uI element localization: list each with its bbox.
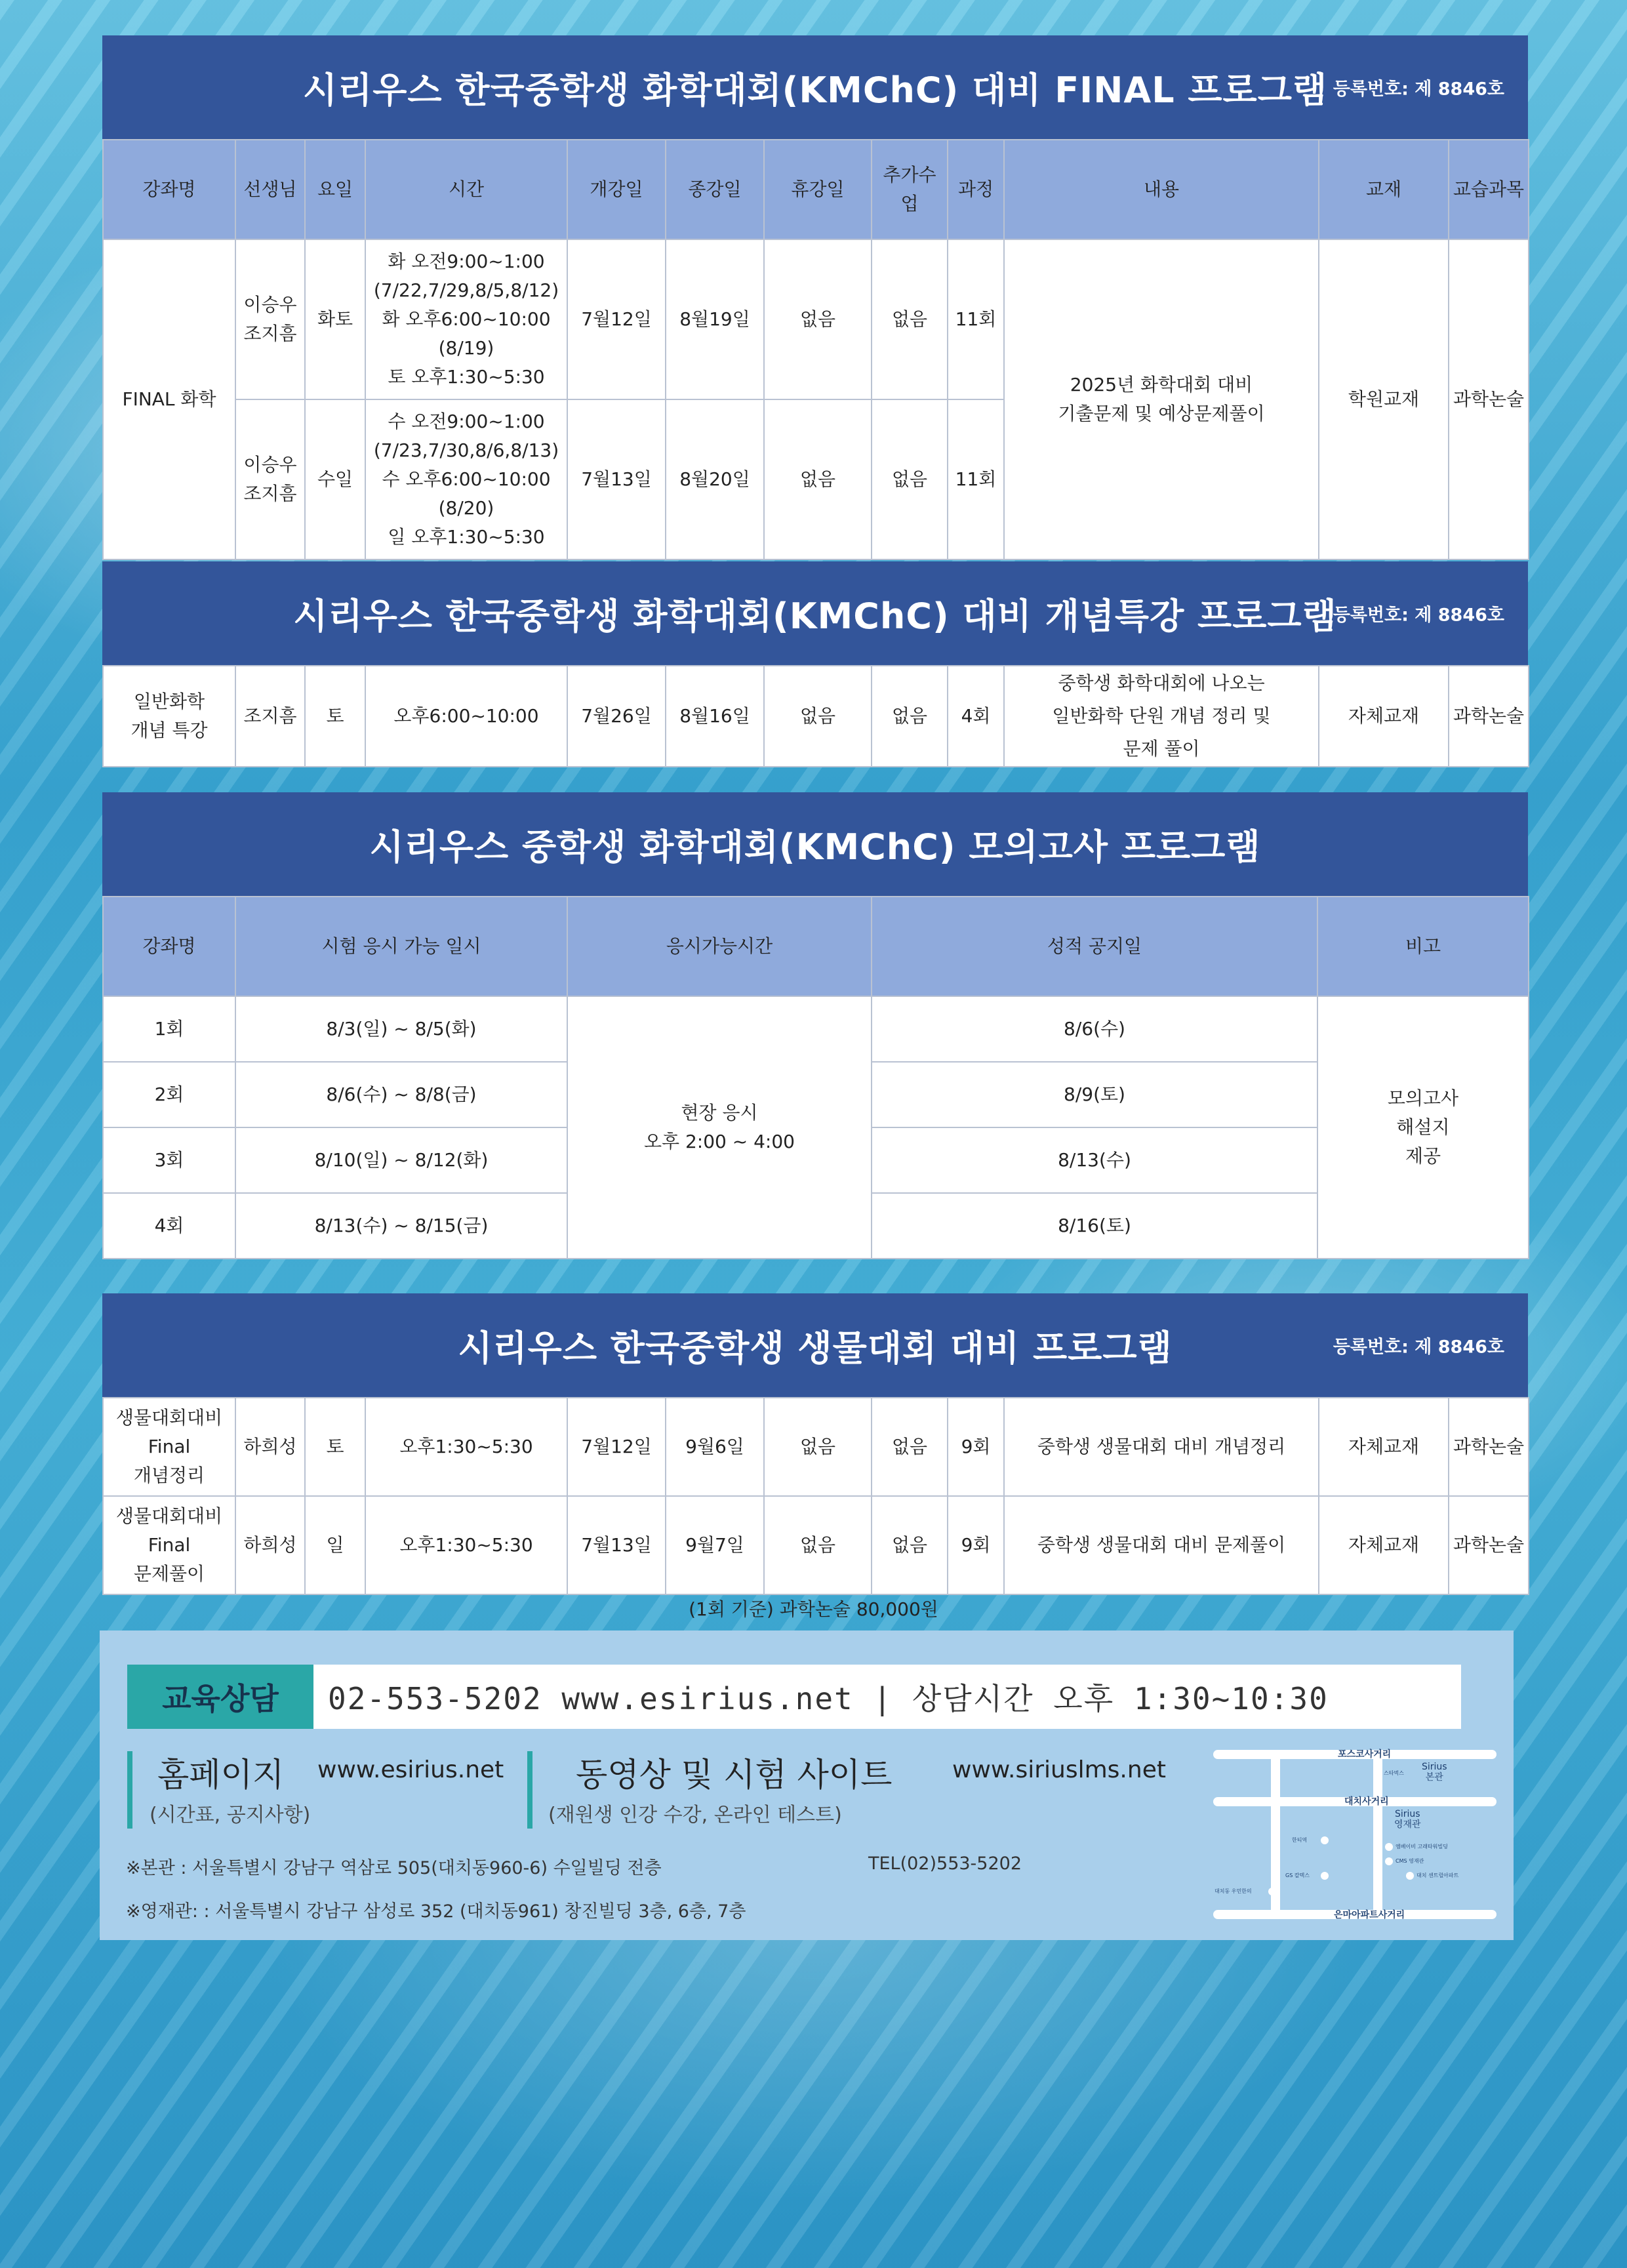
header-cell: 교습과목 [1449, 140, 1529, 239]
session-count-cell: 11회 [948, 399, 1004, 559]
mock-exam-title: 시리우스 중학생 화학대회(KMChC) 모의고사 프로그램 [369, 826, 1261, 868]
day-cell: 일 [305, 1496, 365, 1594]
header-cell: 시험 응시 가능 일시 [235, 897, 567, 996]
start-date-cell: 7월13일 [567, 399, 666, 559]
concept-program-section [102, 561, 1528, 767]
final-program-table [102, 139, 1529, 560]
off-day-cell: 없음 [764, 239, 872, 399]
session-count-cell: 11회 [948, 239, 1004, 399]
end-date-cell: 8월16일 [666, 666, 764, 767]
map-gifted-hall: Sirius 영재관 [1394, 1809, 1421, 1830]
notice-date-cell: 8/9(토) [872, 1062, 1317, 1127]
table-row [103, 666, 1529, 767]
teacher-cell: 이승우 조지흠 [235, 399, 305, 559]
exam-time-cell: 현장 응시 오후 2:00 ~ 4:00 [567, 996, 872, 1259]
registration-number: 등록번호: 제 8846호 [1333, 605, 1504, 626]
map-label: 한티역 [1292, 1837, 1308, 1843]
start-date-cell: 7월13일 [567, 1496, 666, 1594]
registration-number: 등록번호: 제 8846호 [1333, 1337, 1504, 1358]
off-day-cell: 없음 [764, 399, 872, 559]
main-building-address: ※본관 : 서울특별시 강남구 역삼로 505(대치동960-6) 수일빌딩 전층 [126, 1858, 662, 1878]
start-date-cell: 7월12일 [567, 239, 666, 399]
homepage-label: 홈페이지 [157, 1756, 285, 1794]
notice-date-cell: 8/6(수) [872, 996, 1317, 1062]
table-header-row [103, 140, 1529, 239]
concept-program-title: 시리우스 한국중학생 화학대회(KMChC) 대비 개념특강 프로그램 [293, 595, 1337, 637]
phone-number: TEL(02)553-5202 [868, 1853, 1022, 1874]
subject-cell: 과학논술 [1449, 239, 1529, 559]
course-name: FINAL 화학 [103, 239, 235, 559]
session-count-cell: 9회 [948, 1496, 1004, 1594]
time-cell: 오후1:30~5:30 [365, 1496, 567, 1594]
content-cell: 중학생 화학대회에 나오는 일반화학 단원 개념 정리 및 문제 풀이 [1004, 666, 1319, 767]
bio-program-table [102, 1397, 1529, 1595]
map-mid-road: 대치사거리 [1344, 1796, 1389, 1807]
round-cell: 3회 [103, 1127, 235, 1193]
exam-dates-cell: 8/13(수) ~ 8/15(금) [235, 1193, 567, 1259]
extra-class-cell: 없음 [872, 239, 948, 399]
map-main-hall: Sirius 본관 [1422, 1762, 1447, 1783]
exam-dates-cell: 8/10(일) ~ 8/12(화) [235, 1127, 567, 1193]
extra-class-cell: 없음 [872, 1496, 948, 1594]
course-name: 생물대회대비 Final 문제풀이 [103, 1496, 235, 1594]
price-note: (1회 기준) 과학논술 80,000원 [689, 1598, 938, 1620]
consultation-info: 02-553-5202 www.esirius.net | 상담시간 오후 1:30~10:30 [328, 1681, 1329, 1716]
textbook-cell: 자체교재 [1319, 666, 1449, 767]
textbook-cell: 학원교재 [1319, 239, 1449, 559]
end-date-cell: 8월19일 [666, 239, 764, 399]
header-cell: 강좌명 [103, 140, 235, 239]
consultation-bar [127, 1665, 1461, 1729]
header-cell: 응시가능시간 [567, 897, 872, 996]
content-cell: 중학생 생물대회 대비 개념정리 [1004, 1398, 1319, 1496]
start-date-cell: 7월12일 [567, 1398, 666, 1496]
extra-class-cell: 없음 [872, 666, 948, 767]
course-name: 일반화학 개념 특강 [103, 666, 235, 767]
subject-cell: 과학논술 [1449, 1496, 1529, 1594]
header-cell: 시간 [365, 140, 567, 239]
header-cell: 요일 [305, 140, 365, 239]
extra-class-cell: 없음 [872, 399, 948, 559]
time-cell: 수 오전9:00~1:00 (7/23,7/30,8/6,8/13) 수 오후6:00~10:00 (8/20) 일 오후1:30~5:30 [365, 399, 567, 559]
header-cell: 성적 공지일 [872, 897, 1317, 996]
map-label: CMS 영재관 [1396, 1858, 1424, 1864]
end-date-cell: 9월7일 [666, 1496, 764, 1594]
table-row [103, 996, 1529, 1062]
header-cell: 종강일 [666, 140, 764, 239]
header-cell: 선생님 [235, 140, 305, 239]
map-top-road: 포스코사거리 [1338, 1749, 1392, 1760]
map-graphic [1213, 1742, 1496, 1927]
gifted-building-address: ※영재관: : 서울특별시 강남구 삼성로 352 (대치동961) 창진빌딩 3층, 6층, 7층 [126, 1901, 746, 1922]
time-cell: 오후1:30~5:30 [365, 1398, 567, 1496]
off-day-cell: 없음 [764, 666, 872, 767]
start-date-cell: 7월26일 [567, 666, 666, 767]
bio-program-section [102, 1293, 1528, 1595]
teacher-cell: 이승우 조지흠 [235, 239, 305, 399]
session-count-cell: 9회 [948, 1398, 1004, 1496]
header-cell: 추가수업 [872, 140, 948, 239]
contact-box [100, 1630, 1514, 1940]
extra-class-cell: 없음 [872, 1398, 948, 1496]
end-date-cell: 9월6일 [666, 1398, 764, 1496]
map-label: 대치동 우민한의 [1215, 1888, 1252, 1894]
teacher-cell: 하희성 [235, 1398, 305, 1496]
header-cell: 과정 [948, 140, 1004, 239]
map-label: 엠베이비 고래타워빌딩 [1396, 1844, 1448, 1850]
course-name: 생물대회대비 Final 개념정리 [103, 1398, 235, 1496]
consultation-tag: 교육상담 [127, 1665, 313, 1729]
teacher-cell: 조지흠 [235, 666, 305, 767]
end-date-cell: 8월20일 [666, 399, 764, 559]
concept-program-table [102, 665, 1529, 767]
mock-exam-table [102, 896, 1529, 1259]
location-map [1213, 1742, 1496, 1927]
table-row [103, 239, 1529, 399]
day-cell: 화토 [305, 239, 365, 399]
subject-cell: 과학논술 [1449, 666, 1529, 767]
concept-program-banner [102, 561, 1528, 665]
off-day-cell: 없음 [764, 1398, 872, 1496]
remark-cell: 모의고사 해설지 제공 [1317, 996, 1529, 1259]
homepage-sub: (시간표, 공지사항) [150, 1804, 311, 1827]
map-label: GS 칼텍스 [1285, 1873, 1310, 1878]
final-program-section [102, 35, 1528, 560]
round-cell: 1회 [103, 996, 235, 1062]
map-label: 스타벅스 [1384, 1770, 1404, 1776]
video-site-url[interactable]: www.siriuslms.net [952, 1756, 1166, 1783]
textbook-cell: 자체교재 [1319, 1398, 1449, 1496]
video-site-sub: (재원생 인강 수강, 온라인 테스트) [548, 1804, 842, 1827]
final-program-title: 시리우스 한국중학생 화학대회(KMChC) 대비 FINAL 프로그램 [302, 69, 1328, 111]
bio-program-title: 시리우스 한국중학생 생물대회 대비 프로그램 [458, 1327, 1173, 1369]
content-cell: 2025년 화학대회 대비 기출문제 및 예상문제풀이 [1004, 239, 1319, 559]
exam-dates-cell: 8/3(일) ~ 8/5(화) [235, 996, 567, 1062]
header-cell: 휴강일 [764, 140, 872, 239]
header-cell: 내용 [1004, 140, 1319, 239]
homepage-url[interactable]: www.esirius.net [317, 1756, 504, 1783]
content-cell: 중학생 생물대회 대비 문제풀이 [1004, 1496, 1319, 1594]
final-program-banner [102, 35, 1528, 139]
day-cell: 토 [305, 1398, 365, 1496]
bio-program-banner [102, 1293, 1528, 1397]
video-site-label: 동영상 및 시험 사이트 [576, 1756, 893, 1794]
session-count-cell: 4회 [948, 666, 1004, 767]
accent-bar [127, 1751, 132, 1829]
mock-exam-banner [102, 792, 1528, 896]
table-row [103, 1398, 1529, 1496]
day-cell: 토 [305, 666, 365, 767]
notice-date-cell: 8/13(수) [872, 1127, 1317, 1193]
round-cell: 2회 [103, 1062, 235, 1127]
table-header-row [103, 897, 1529, 996]
header-cell: 개강일 [567, 140, 666, 239]
day-cell: 수일 [305, 399, 365, 559]
textbook-cell: 자체교재 [1319, 1496, 1449, 1594]
exam-dates-cell: 8/6(수) ~ 8/8(금) [235, 1062, 567, 1127]
accent-bar [527, 1751, 532, 1829]
round-cell: 4회 [103, 1193, 235, 1259]
registration-number: 등록번호: 제 8846호 [1333, 79, 1504, 100]
teacher-cell: 하희성 [235, 1496, 305, 1594]
subject-cell: 과학논술 [1449, 1398, 1529, 1496]
header-cell: 교재 [1319, 140, 1449, 239]
off-day-cell: 없음 [764, 1496, 872, 1594]
header-cell: 비고 [1317, 897, 1529, 996]
map-label: 대치 센트럴아파트 [1416, 1873, 1459, 1878]
time-cell: 오후6:00~10:00 [365, 666, 567, 767]
map-bottom-road: 은마아파트사거리 [1334, 1910, 1405, 1920]
notice-date-cell: 8/16(토) [872, 1193, 1317, 1259]
time-cell: 화 오전9:00~1:00 (7/22,7/29,8/5,8/12) 화 오후6:00~10:00 (8/19) 토 오후1:30~5:30 [365, 239, 567, 399]
mock-exam-section [102, 792, 1528, 1259]
table-row [103, 1496, 1529, 1594]
header-cell: 강좌명 [103, 897, 235, 996]
